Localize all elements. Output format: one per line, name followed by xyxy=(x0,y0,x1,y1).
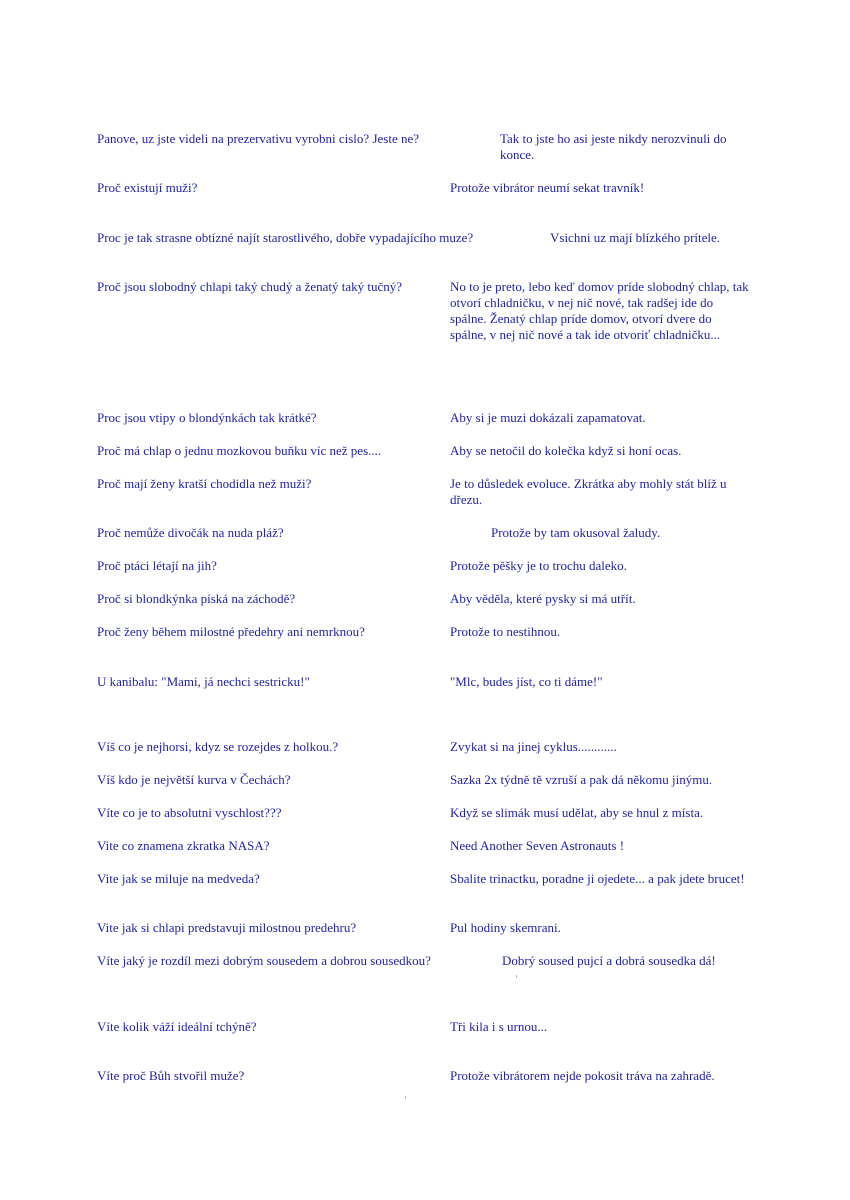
answer-text: "Mlc, budes jíst, co ti dáme!" xyxy=(450,674,603,689)
answer-text: No to je preto, lebo keď domov príde slobodný chlap, tak otvorí chladničku, v nej nič nové, tak radšej ide do spálne. Ženatý chlap príde domov, otvorí dvere do spálne, v nej nič nové a tak ide otvoriť chladničku... xyxy=(450,279,749,342)
answer-text: Tři kila i s urnou... xyxy=(450,1019,548,1034)
answer-text: Dobrý soused pujcí a dobrá sousedka dá! xyxy=(502,953,716,968)
question-text: Proč si blondkýnka píská na záchodě? xyxy=(97,591,296,606)
question-text: Proč ptáci létají na jih? xyxy=(97,558,217,573)
question-text: Vite jak se miluje na medveda? xyxy=(97,871,260,886)
question-text: Vite co znamena zkratka NASA? xyxy=(97,838,270,853)
answer-text: Protože pěšky je to trochu daleko. xyxy=(450,558,627,573)
question-text: Víš kdo je největší kurva v Čechách? xyxy=(97,772,291,787)
question-text: Víš co je nejhorsi, kdyz se rozejdes z holkou.? xyxy=(97,739,339,754)
answer-text: Pul hodiny skemrani. xyxy=(450,920,561,935)
question-text: Proč existují muži? xyxy=(97,180,198,195)
question-text: Proč má chlap o jednu mozkovou buňku víc než pes.... xyxy=(97,443,382,458)
answer-text: Tak to jste ho asi jeste nikdy nerozvinuli do konce. xyxy=(500,131,727,162)
answer-text: Aby si je muzi dokázali zapamatovat. xyxy=(450,410,646,425)
answer-text: Protože vibrátor neumí sekat travník! xyxy=(450,180,645,195)
question-text: Panove, uz jste videli na prezervativu vyrobni cislo? Jeste ne? xyxy=(97,131,420,146)
answer-text: Protože vibrátorem nejde pokosit tráva na zahradě. xyxy=(450,1068,715,1083)
answer-text: Sazka 2x týdně tě vzruší a pak dá někomu jinýmu. xyxy=(450,772,713,787)
question-text: Proč jsou slobodný chlapi taký chudý a ženatý taký tučný? xyxy=(97,279,403,294)
scan-speck xyxy=(516,975,517,978)
question-text: Vite jak si chlapi predstavuji milostnou predehru? xyxy=(97,920,357,935)
question-text: Proc je tak strasne obtízné najít starostlivého, dobře vypadajícího muze? xyxy=(97,230,474,245)
question-text: Proc jsou vtipy o blondýnkách tak krátké? xyxy=(97,410,317,425)
answer-text: Protože by tam okusoval žaludy. xyxy=(491,525,661,540)
question-text: Proč nemůže divočák na nuda pláž? xyxy=(97,525,284,540)
answer-text: Když se slimák musí udělat, aby se hnul z místa. xyxy=(450,805,704,820)
question-text: Víte co je to absolutni vyschlost??? xyxy=(97,805,282,820)
question-text: Víte kolik váží ideální tchýně? xyxy=(97,1019,257,1034)
question-text: U kanibalu: "Mami, já nechci sestricku!" xyxy=(97,674,310,689)
question-text: Proč mají ženy kratší chodidla než muži? xyxy=(97,476,312,491)
question-text: Proč ženy během milostné předehry ani nemrknou? xyxy=(97,624,365,639)
answer-text: Aby věděla, které pysky si má utřít. xyxy=(450,591,636,606)
answer-text: Sbalite trinactku, poradne ji ojedete... a pak jdete brucet! xyxy=(450,871,745,886)
answer-text: Vsichni uz mají blízkého prítele. xyxy=(550,230,721,245)
answer-text: Need Another Seven Astronauts ! xyxy=(450,838,625,853)
question-text: Víte proč Bůh stvořil muže? xyxy=(97,1068,245,1083)
answer-text: Protože to nestihnou. xyxy=(450,624,561,639)
question-text: Víte jaký je rozdíl mezi dobrým sousedem a dobrou sousedkou? xyxy=(97,953,431,968)
answer-text: Aby se netočil do kolečka když si honí ocas. xyxy=(450,443,682,458)
scan-speck xyxy=(405,1096,406,1099)
answer-text: Zvykat si na jinej cyklus............ xyxy=(450,739,617,754)
answer-text: Je to důsledek evoluce. Zkrátka aby mohly stát blíž u dřezu. xyxy=(450,476,727,507)
